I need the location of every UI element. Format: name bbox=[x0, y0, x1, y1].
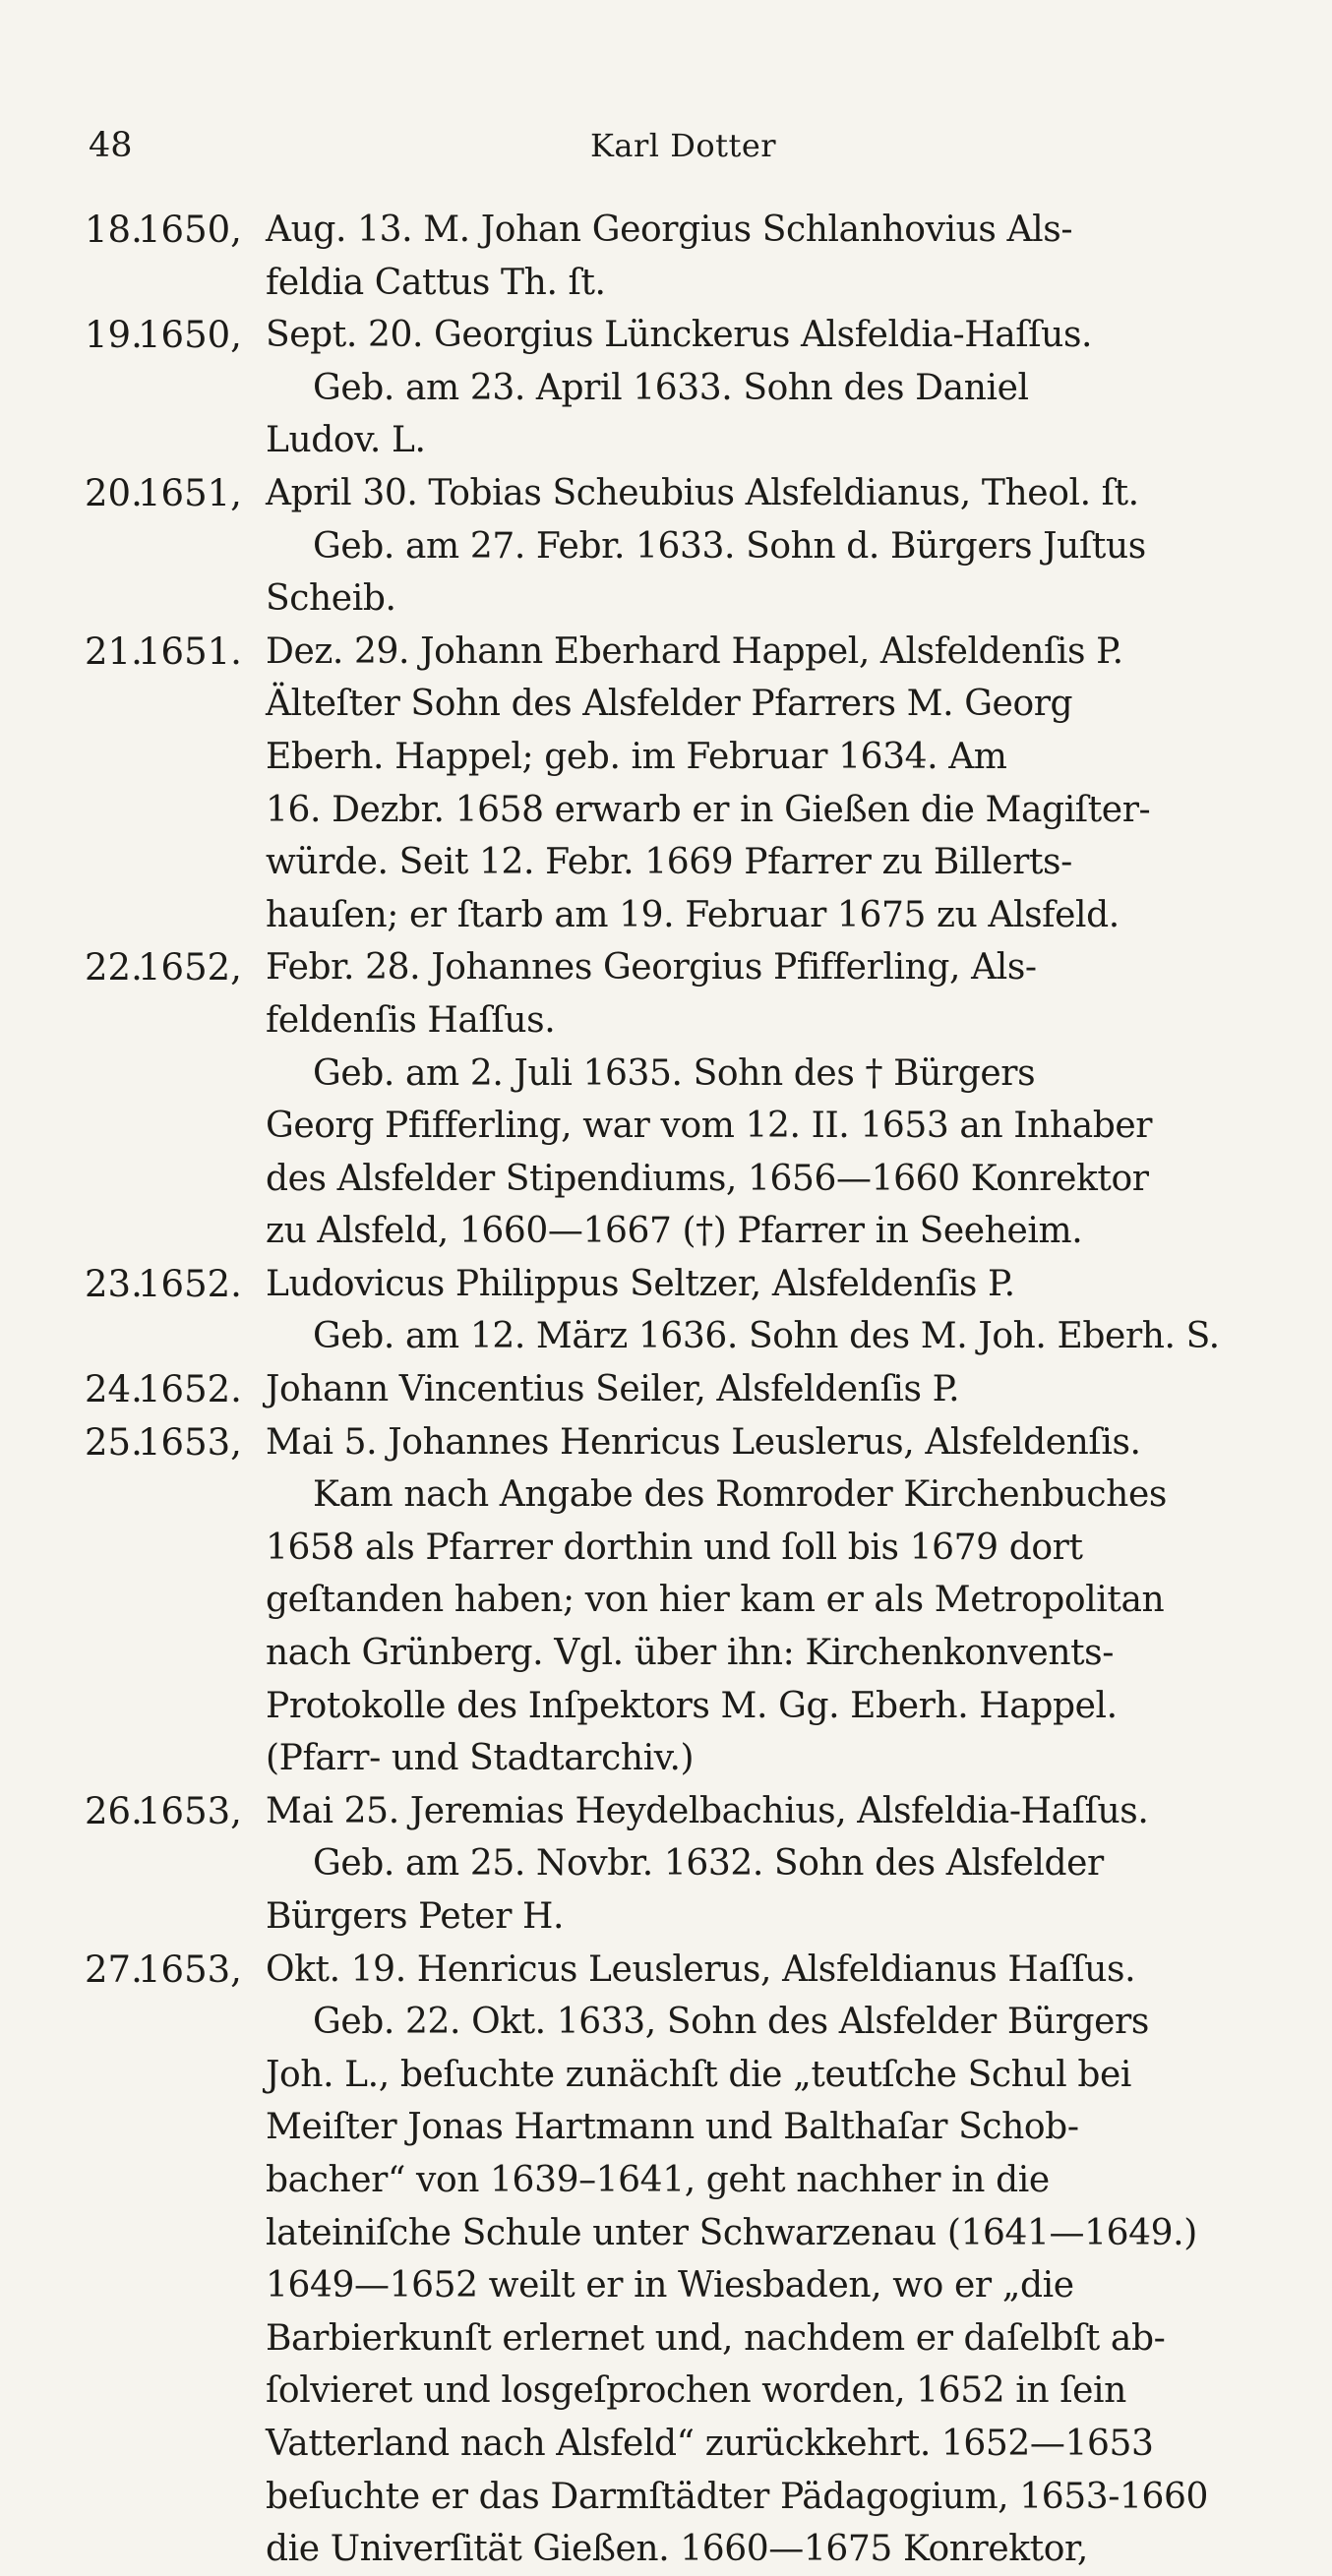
entry-20 bbox=[85, 467, 1285, 626]
entry-number: 24. bbox=[85, 1368, 143, 1411]
text-line: Ludov. L. bbox=[266, 420, 426, 461]
text-line: beſuchte er das Darmſtädter Pädagogium, 1653-1660 bbox=[266, 2476, 1209, 2517]
entry-number: 20. bbox=[85, 471, 143, 514]
entry-year: 1651, bbox=[138, 471, 242, 514]
text-line: 1649—1652 weilt er in Wiesbaden, wo er „die bbox=[266, 2265, 1074, 2306]
text-line: ſolvieret und losgeſprochen worden, 1652 in ſein bbox=[266, 2370, 1126, 2412]
text-line: die Univerſität Gießen. 1660—1675 Konrektor, bbox=[266, 2529, 1088, 2570]
text-line: würde. Seit 12. Febr. 1669 Pfarrer zu Billerts- bbox=[266, 842, 1072, 883]
text-line: Geb. am 27. Febr. 1633. Sohn d. Bürgers Juſtus bbox=[313, 525, 1146, 567]
text-line: Sept. 20. Georgius Lünckerus Alsfeldia-Haſſus. bbox=[266, 315, 1093, 356]
text-line: April 30. Tobias Scheubius Alsfeldianus, Theol. ſt. bbox=[266, 472, 1139, 513]
text-line: Georg Pfifferling, war vom 12. II. 1653 an Inhaber bbox=[266, 1106, 1153, 1147]
entry-number: 21. bbox=[85, 629, 143, 673]
entry-22 bbox=[85, 941, 1285, 1258]
text-line: (Pfarr- und Stadtarchiv.) bbox=[266, 1738, 695, 1779]
text-line: Protokolle des Inſpektors M. Gg. Eberh. Happel. bbox=[266, 1685, 1118, 1726]
entry-year: 1653, bbox=[138, 1789, 242, 1832]
entry-26 bbox=[85, 1785, 1285, 1944]
entry-text bbox=[266, 941, 1249, 1258]
text-line: Meiſter Jonas Hartmann und Balthaſar Schob- bbox=[266, 2107, 1079, 2148]
entry-27 bbox=[85, 1944, 1285, 2576]
text-line: 16. Dezbr. 1658 erwarb er in Gießen die Magiſter- bbox=[266, 789, 1151, 830]
text-line: lateiniſche Schule unter Schwarzenau (1641—1649.) bbox=[266, 2212, 1197, 2253]
entry-number: 22. bbox=[85, 946, 143, 989]
text-line: Geb. 22. Okt. 1633, Sohn des Alsfelder Bürgers bbox=[313, 2002, 1149, 2043]
text-line: Joh. L., beſuchte zunächſt die „teutſche Schul bei bbox=[266, 2054, 1132, 2095]
entry-text bbox=[266, 1944, 1249, 2576]
text-line: Ludovicus Philippus Seltzer, Alsfeldenſis P. bbox=[266, 1263, 1015, 1304]
text-line: Geb. am 23. April 1633. Sohn des Daniel bbox=[313, 367, 1029, 408]
text-line: Bürgers Peter H. bbox=[266, 1896, 565, 1937]
entry-year: 1653, bbox=[138, 1420, 242, 1464]
text-line: Johann Vincentius Seiler, Alsfeldenſis P. bbox=[266, 1369, 960, 1410]
entry-number: 23. bbox=[85, 1262, 143, 1305]
entry-year: 1652. bbox=[138, 1262, 242, 1305]
text-line: des Alsfelder Stipendiums, 1656—1660 Konrektor bbox=[266, 1158, 1149, 1199]
text-line: nach Grünberg. Vgl. über ihn: Kirchenkonvents- bbox=[266, 1633, 1115, 1674]
text-line: Barbierkunſt erlernet und, nachdem er daſelbſt ab- bbox=[266, 2317, 1166, 2359]
text-line: Eberh. Happel; geb. im Februar 1634. Am bbox=[266, 736, 1007, 777]
entry-year: 1653, bbox=[138, 1947, 242, 1991]
text-line: bacher“ von 1639–1641, geht nachher in die bbox=[266, 2159, 1050, 2200]
entry-text bbox=[266, 467, 1249, 626]
entry-number: 18. bbox=[85, 209, 143, 251]
page-header bbox=[89, 116, 1259, 175]
text-line: Geb. am 25. Novbr. 1632. Sohn des Alsfelder bbox=[313, 1843, 1104, 1885]
text-line: Geb. am 12. März 1636. Sohn des M. Joh. Eberh. S. bbox=[313, 1316, 1220, 1357]
entry-number: 19. bbox=[85, 314, 143, 357]
entry-text bbox=[266, 204, 1249, 309]
text-line: geſtanden haben; von hier kam er als Metropolitan bbox=[266, 1580, 1165, 1621]
entry-number: 27. bbox=[85, 1947, 143, 1991]
text-line: Febr. 28. Johannes Georgius Pfifferling, Als- bbox=[266, 947, 1037, 988]
text-line: Mai 25. Jeremias Heydelbachius, Alsfeldia-Haſſus. bbox=[266, 1790, 1149, 1831]
text-line: Älteſter Sohn des Alsfelder Pfarrers M. Georg bbox=[266, 684, 1073, 725]
entry-text bbox=[266, 1363, 1249, 1416]
text-line: feldenſis Haſſus. bbox=[266, 999, 556, 1041]
entry-text bbox=[266, 1785, 1249, 1944]
entry-21 bbox=[85, 626, 1285, 942]
entry-23 bbox=[85, 1258, 1285, 1363]
entry-number: 26. bbox=[85, 1789, 143, 1832]
entry-24 bbox=[85, 1363, 1285, 1416]
text-line: hauſen; er ſtarb am 19. Februar 1675 zu Alsfeld. bbox=[266, 894, 1120, 935]
text-line: Mai 5. Johannes Henricus Leuslerus, Alsfeldenſis. bbox=[266, 1421, 1141, 1463]
entry-year: 1652, bbox=[138, 946, 242, 989]
text-line: Okt. 19. Henricus Leuslerus, Alsfeldianus Haſſus. bbox=[266, 1948, 1136, 1990]
register-entries bbox=[85, 204, 1285, 2576]
text-line: Aug. 13. M. Johan Georgius Schlanhovius Als- bbox=[266, 210, 1073, 250]
entry-text bbox=[266, 1258, 1249, 1363]
entry-year: 1650, bbox=[138, 209, 242, 251]
text-line: 1658 als Pfarrer dorthin und ſoll bis 1679 dort bbox=[266, 1527, 1083, 1568]
entry-19 bbox=[85, 309, 1285, 467]
entry-text bbox=[266, 309, 1249, 467]
entry-year: 1652. bbox=[138, 1368, 242, 1411]
text-line: Vatterland nach Alsfeld“ zurückkehrt. 1652—1653 bbox=[266, 2423, 1154, 2464]
running-head: Karl Dotter bbox=[590, 127, 777, 164]
text-line: Scheib. bbox=[266, 578, 396, 620]
entry-number: 25. bbox=[85, 1420, 143, 1464]
entry-year: 1650, bbox=[138, 314, 242, 357]
entry-year: 1651. bbox=[138, 629, 242, 673]
entry-text bbox=[266, 1416, 1249, 1785]
page-number: 48 bbox=[89, 126, 133, 165]
text-line: Kam nach Angabe des Romroder Kirchenbuches bbox=[313, 1474, 1167, 1516]
text-line: Geb. am 2. Juli 1635. Sohn des † Bürgers bbox=[313, 1052, 1036, 1094]
entry-25 bbox=[85, 1416, 1285, 1785]
entry-text bbox=[266, 626, 1249, 942]
text-line: Dez. 29. Johann Eberhard Happel, Alsfeldenſis P. bbox=[266, 630, 1123, 672]
text-line: feldia Cattus Th. ſt. bbox=[266, 262, 606, 303]
entry-18 bbox=[85, 204, 1285, 309]
text-line: zu Alsfeld, 1660—1667 (†) Pfarrer in Seeheim. bbox=[266, 1211, 1083, 1252]
